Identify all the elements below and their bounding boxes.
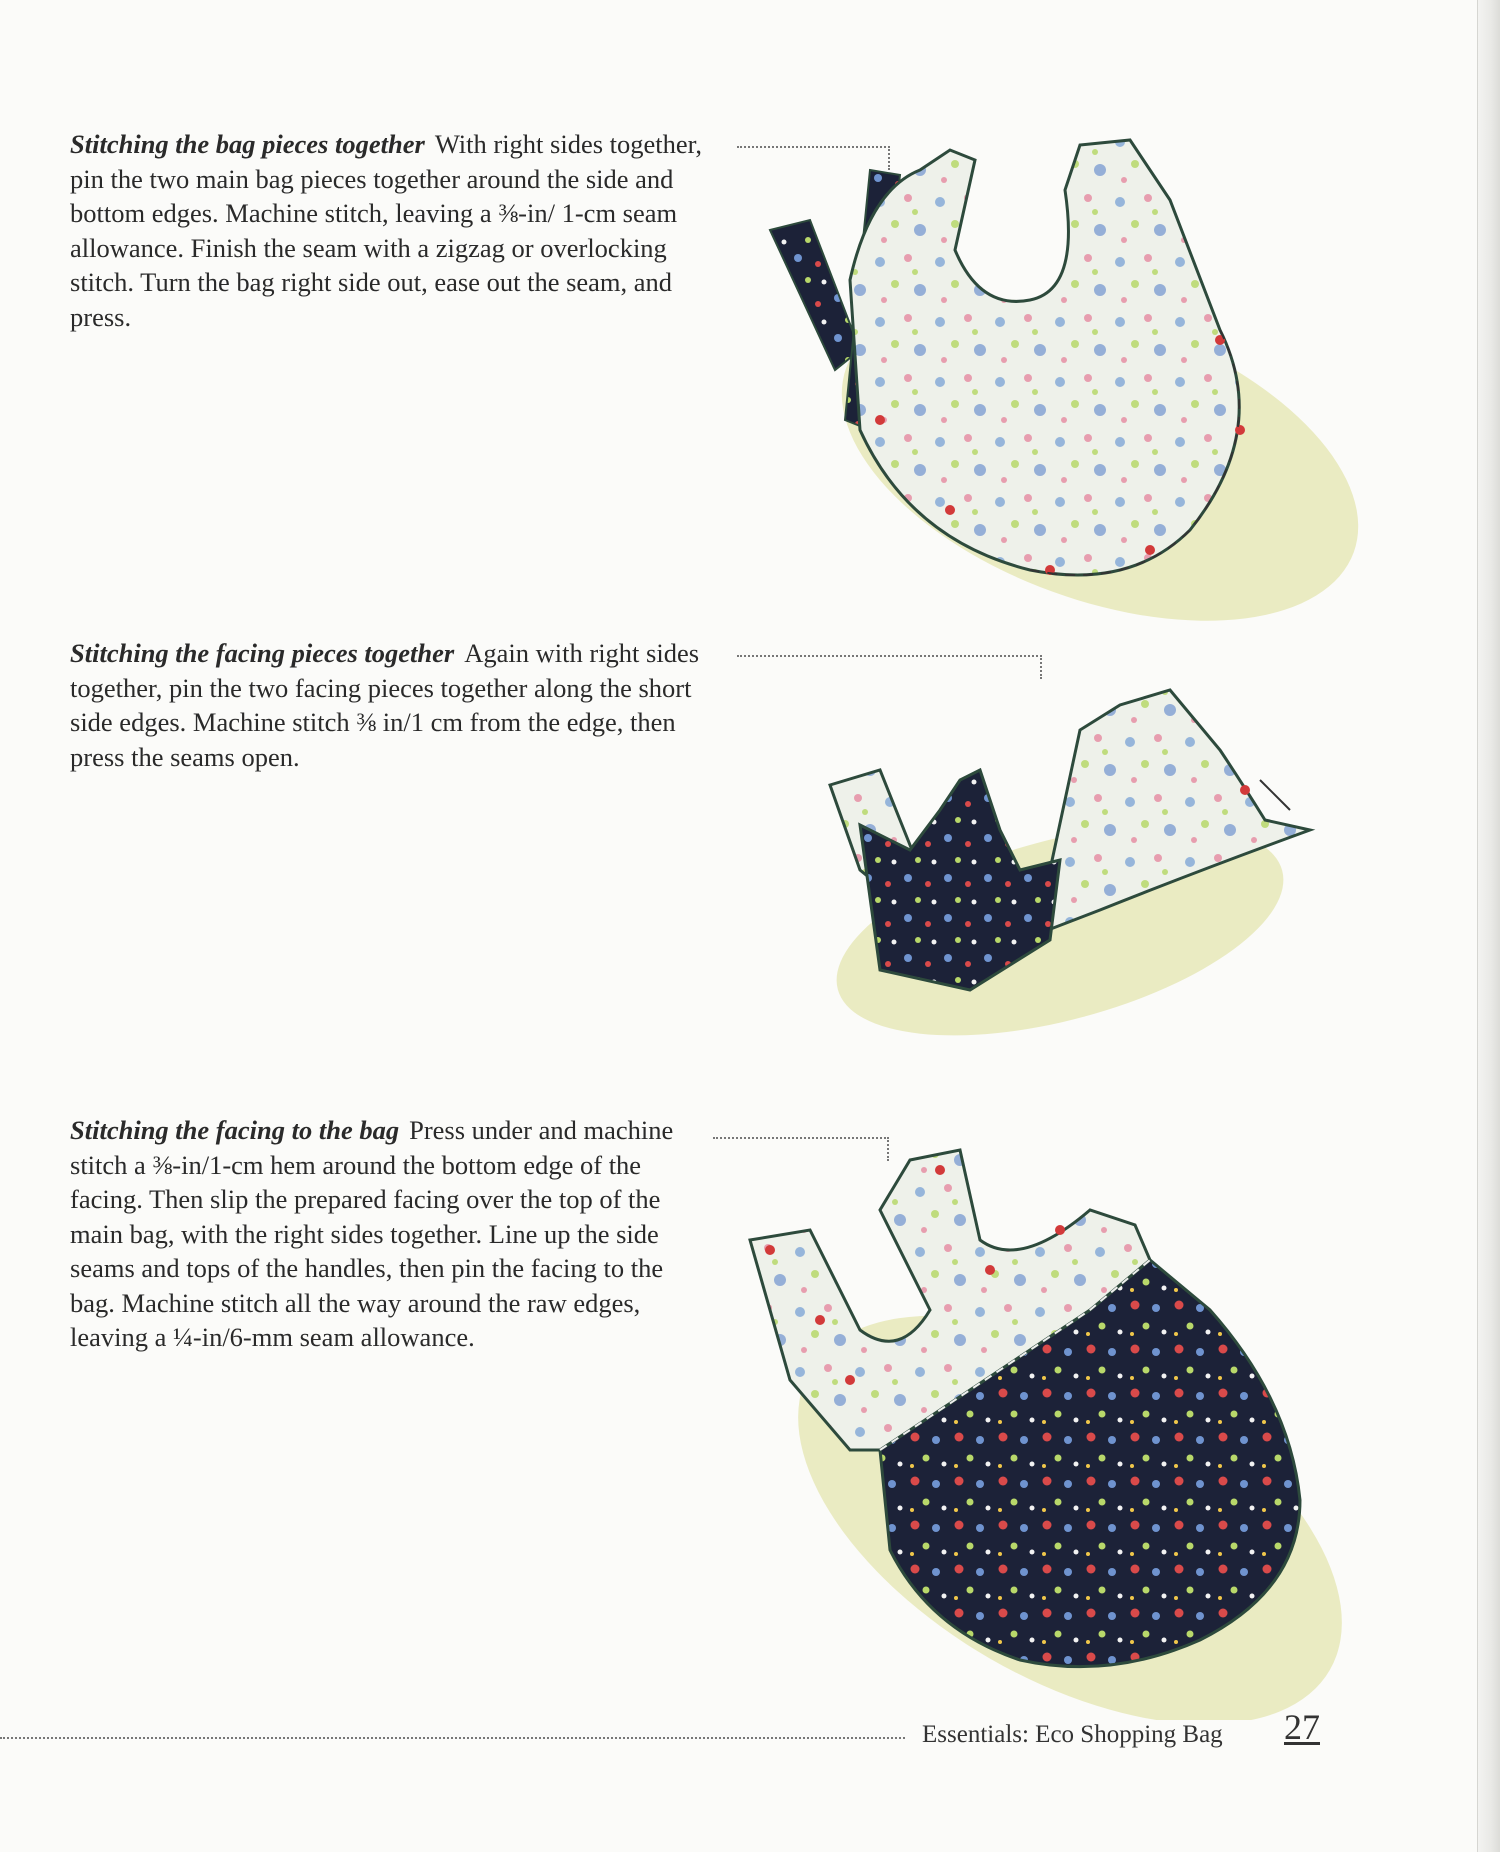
step-3-body: Press under and machine stitch a ⅜-in/1-cm hem around the bottom edge of the facing. Then slip the prepared facing over the top of the main bag, with the right sides together. Line up the side seams and tops of the handles, then pin the facing to the bag. Machine stitch all the way around the raw edges, leaving a ¼-in/6-mm seam allowance. bbox=[70, 1115, 674, 1352]
step-2-body: Again with right sides together, pin the two facing pieces together along the short side edges. Machine stitch ⅜ in/1 cm from the edge, then press the seams open. bbox=[70, 638, 700, 772]
step-2-paragraph bbox=[70, 636, 730, 774]
facing-to-bag-illustration bbox=[730, 1120, 1390, 1720]
step-2-heading: Stitching the facing pieces together bbox=[70, 638, 455, 668]
facing-pieces-illustration bbox=[820, 670, 1340, 1050]
step-3-paragraph bbox=[70, 1113, 700, 1355]
step-2-leader-line bbox=[737, 655, 1042, 657]
footer-dotted-rule bbox=[0, 1737, 905, 1739]
footer-title: Essentials: Eco Shopping Bag bbox=[922, 1721, 1223, 1748]
page-edge bbox=[1477, 0, 1500, 1852]
step-3-heading: Stitching the facing to the bag bbox=[70, 1115, 400, 1145]
step-1-heading: Stitching the bag pieces together bbox=[70, 129, 425, 159]
bag-pieces-illustration bbox=[750, 130, 1380, 630]
step-1-paragraph bbox=[70, 127, 720, 334]
page-number: 27 bbox=[1284, 1707, 1320, 1747]
step-1-body: With right sides together, pin the two main bag pieces together around the side and bottom edges. Machine stitch, leaving a ⅜-in/ 1-cm seam allowance. Finish the seam with a zigzag or overlocking stitch. Turn the bag right side out, ease out the seam, and press. bbox=[70, 129, 703, 332]
